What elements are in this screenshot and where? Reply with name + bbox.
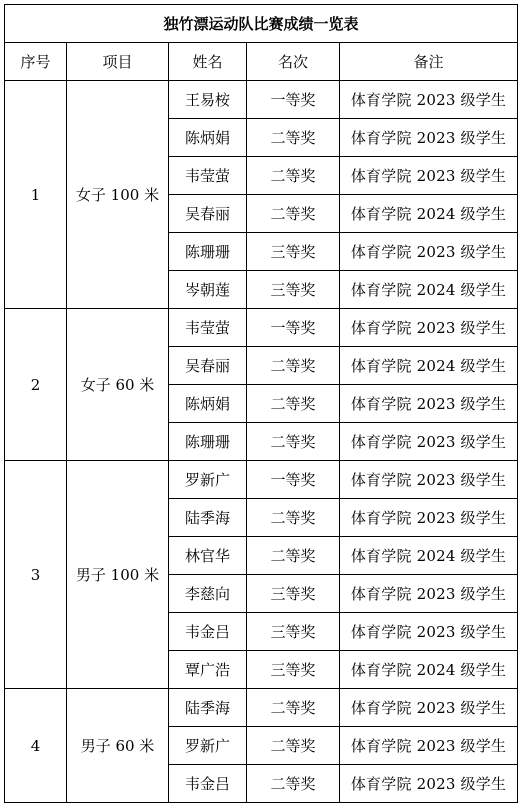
cell-name: 岑朝莲 xyxy=(169,271,247,309)
table-body xyxy=(5,81,518,803)
group-project: 男子 60 米 xyxy=(67,689,169,803)
cell-rank: 二等奖 xyxy=(247,727,340,765)
cell-name: 韦莹萤 xyxy=(169,309,247,347)
cell-rank: 二等奖 xyxy=(247,157,340,195)
cell-note: 体育学院 2023 级学生 xyxy=(340,499,518,537)
cell-rank: 三等奖 xyxy=(247,271,340,309)
header-name: 姓名 xyxy=(169,43,247,81)
cell-name: 陈炳娟 xyxy=(169,119,247,157)
cell-rank: 二等奖 xyxy=(247,423,340,461)
cell-rank: 三等奖 xyxy=(247,575,340,613)
cell-name: 陈珊珊 xyxy=(169,423,247,461)
cell-name: 韦金吕 xyxy=(169,765,247,803)
cell-note: 体育学院 2024 级学生 xyxy=(340,347,518,385)
cell-rank: 二等奖 xyxy=(247,195,340,233)
cell-note: 体育学院 2023 级学生 xyxy=(340,233,518,271)
cell-name: 韦金吕 xyxy=(169,613,247,651)
cell-note: 体育学院 2024 级学生 xyxy=(340,195,518,233)
cell-note: 体育学院 2023 级学生 xyxy=(340,119,518,157)
cell-note: 体育学院 2023 级学生 xyxy=(340,575,518,613)
cell-note: 体育学院 2023 级学生 xyxy=(340,81,518,119)
header-seq: 序号 xyxy=(5,43,67,81)
group-seq: 1 xyxy=(5,81,67,309)
results-table xyxy=(4,4,518,803)
cell-rank: 三等奖 xyxy=(247,651,340,689)
group-seq: 2 xyxy=(5,309,67,461)
table-row xyxy=(5,309,518,347)
cell-rank: 二等奖 xyxy=(247,347,340,385)
cell-name: 王易桉 xyxy=(169,81,247,119)
group-project: 女子 100 米 xyxy=(67,81,169,309)
cell-note: 体育学院 2023 级学生 xyxy=(340,157,518,195)
header-note: 备注 xyxy=(340,43,518,81)
group-project: 男子 100 米 xyxy=(67,461,169,689)
cell-note: 体育学院 2023 级学生 xyxy=(340,727,518,765)
cell-note: 体育学院 2024 级学生 xyxy=(340,537,518,575)
cell-name: 李慈向 xyxy=(169,575,247,613)
cell-rank: 二等奖 xyxy=(247,119,340,157)
cell-name: 覃广浩 xyxy=(169,651,247,689)
cell-name: 吴春丽 xyxy=(169,195,247,233)
table-row xyxy=(5,81,518,119)
cell-note: 体育学院 2023 级学生 xyxy=(340,423,518,461)
cell-note: 体育学院 2023 级学生 xyxy=(340,689,518,727)
cell-rank: 三等奖 xyxy=(247,613,340,651)
cell-name: 陆季海 xyxy=(169,499,247,537)
header-project: 项目 xyxy=(67,43,169,81)
cell-note: 体育学院 2023 级学生 xyxy=(340,765,518,803)
table-title: 独竹漂运动队比赛成绩一览表 xyxy=(5,5,518,43)
table-row xyxy=(5,689,518,727)
cell-rank: 一等奖 xyxy=(247,309,340,347)
header-rank: 名次 xyxy=(247,43,340,81)
cell-rank: 二等奖 xyxy=(247,765,340,803)
group-project: 女子 60 米 xyxy=(67,309,169,461)
group-seq: 3 xyxy=(5,461,67,689)
cell-name: 罗新广 xyxy=(169,461,247,499)
cell-rank: 二等奖 xyxy=(247,499,340,537)
cell-name: 陆季海 xyxy=(169,689,247,727)
cell-rank: 二等奖 xyxy=(247,385,340,423)
cell-name: 罗新广 xyxy=(169,727,247,765)
cell-note: 体育学院 2023 级学生 xyxy=(340,613,518,651)
cell-name: 陈珊珊 xyxy=(169,233,247,271)
cell-note: 体育学院 2023 级学生 xyxy=(340,309,518,347)
cell-note: 体育学院 2023 级学生 xyxy=(340,385,518,423)
cell-rank: 二等奖 xyxy=(247,537,340,575)
cell-rank: 一等奖 xyxy=(247,81,340,119)
cell-name: 吴春丽 xyxy=(169,347,247,385)
cell-rank: 一等奖 xyxy=(247,461,340,499)
cell-name: 韦莹萤 xyxy=(169,157,247,195)
group-seq: 4 xyxy=(5,689,67,803)
cell-note: 体育学院 2024 级学生 xyxy=(340,651,518,689)
cell-name: 林官华 xyxy=(169,537,247,575)
cell-rank: 三等奖 xyxy=(247,233,340,271)
cell-rank: 二等奖 xyxy=(247,689,340,727)
cell-note: 体育学院 2023 级学生 xyxy=(340,461,518,499)
cell-note: 体育学院 2024 级学生 xyxy=(340,271,518,309)
table-row xyxy=(5,461,518,499)
cell-name: 陈炳娟 xyxy=(169,385,247,423)
